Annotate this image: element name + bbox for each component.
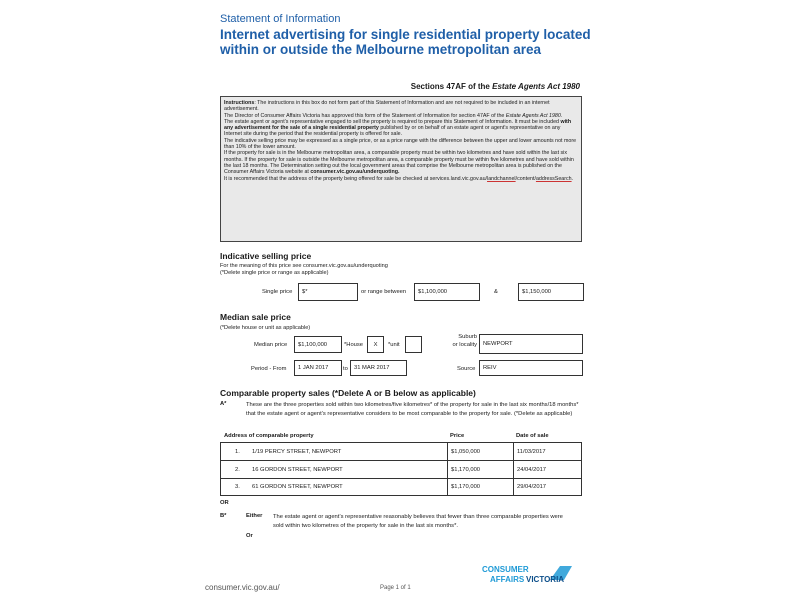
source-field[interactable]: REIV [479, 360, 583, 376]
instructions-p6-c: . [571, 175, 574, 182]
row-3-address: 61 GORDON STREET, NEWPORT [252, 484, 343, 490]
range-low-field[interactable]: $1,100,000 [414, 283, 480, 301]
comparable-heading: Comparable property sales (*Delete A or B below as applicable) [220, 388, 476, 398]
sections-reference [220, 82, 580, 91]
col-divider-2 [513, 443, 514, 495]
consumer-affairs-victoria-logo [480, 560, 580, 590]
or2-label: Or [246, 533, 253, 539]
instructions-p2-b: . [560, 112, 563, 119]
suburb-label-2: or locality [452, 342, 477, 348]
comparable-table [220, 442, 582, 496]
instructions-p3 [224, 119, 578, 138]
range-high-field[interactable]: $1,150,000 [518, 283, 584, 301]
single-price-field[interactable]: $* [298, 283, 358, 301]
period-to-label: to [343, 366, 348, 372]
col-address-header: Address of comparable property [224, 433, 314, 439]
range-amp: & [494, 289, 498, 295]
logo-line1: CONSUMER [482, 565, 529, 574]
document-title: Internet advertising for single residential property located within or outside the Melbourne metropolitan area [220, 27, 591, 57]
instructions-p5 [224, 150, 578, 175]
instructions-p6-b: /content/ [515, 175, 536, 182]
instructions-p6-a: It is recommended that the address of the property being offered for sale be checked at services.land.vic.gov.au/ [224, 175, 488, 182]
col-date-header: Date of sale [516, 433, 549, 439]
instructions-label: Instructions [224, 100, 255, 106]
suburb-label-1: Suburb [458, 334, 477, 340]
indicative-note-1: For the meaning of this price see consumer.vic.gov.au/underquoting [220, 263, 388, 269]
col-price-header: Price [450, 433, 465, 439]
sections-act: Estate Agents Act 1980 [492, 82, 580, 91]
instructions-p5-a: If the property for sale is in the Melbourne metropolitan area, a comparable property must be within two kilometres and have sold within the last six months. If the property for sale is outside the Melbourne metropolitan area, a comparable property must be within five kilometres and have sold within the last 18 months. The Determination setting out the local government areas that comprise the Melbourne metropolitan area is published on the Consumer Affairs Victoria website at [224, 150, 574, 176]
row-2-date: 24/04/2017 [517, 467, 547, 473]
either-label: Either [246, 513, 263, 519]
median-price-field[interactable]: $1,100,000 [294, 336, 342, 353]
suburb-field[interactable]: NEWPORT [479, 334, 583, 354]
source-label: Source [457, 366, 476, 372]
sections-prefix: Sections 47AF of the [410, 82, 493, 91]
house-checkbox[interactable]: X [367, 336, 384, 353]
row-2-price: $1,170,000 [451, 467, 481, 473]
instructions-p1-text: : The instructions in this box do not form part of this Statement of Information and are not required to be included in an internet advertisement. [224, 100, 550, 113]
unit-label: *unit [388, 342, 400, 348]
instructions-p3-a: The estate agent or agent’s representative engaged to sell the property is required to prepare this Statement of Information. It must be included [224, 118, 561, 125]
or-label: OR [220, 500, 229, 506]
instructions-p6 [224, 176, 578, 182]
row-divider-1 [221, 460, 581, 461]
instructions-p2-act: Estate Agents Act 1980 [505, 112, 561, 119]
option-a-label: A* [220, 401, 227, 407]
footer-url: consumer.vic.gov.au/ [205, 583, 280, 592]
period-from-label: Period - From [251, 366, 287, 372]
house-label: *House [344, 342, 364, 348]
row-3-num: 3. [235, 484, 240, 490]
median-heading: Median sale price [220, 312, 291, 322]
instructions-p1 [224, 100, 578, 113]
period-from-field[interactable]: 1 JAN 2017 [294, 360, 342, 376]
row-3-price: $1,170,000 [451, 484, 481, 490]
row-divider-2 [221, 478, 581, 479]
document-subtitle: Statement of Information [220, 13, 341, 25]
underquoting-link[interactable]: consumer.vic.gov.au/underquoting. [310, 169, 400, 176]
row-1-address: 1/19 PERCY STREET, NEWPORT [252, 449, 342, 455]
period-to-field[interactable]: 31 MAR 2017 [350, 360, 407, 376]
instructions-box [220, 96, 582, 242]
instructions-p2-a: The Director of Consumer Affairs Victoria has approved this form of the Statement of Information for section 47AF of the [224, 112, 506, 119]
col-divider-1 [447, 443, 448, 495]
median-price-label: Median price [254, 342, 288, 348]
option-b-text: The estate agent or agent’s representative reasonably believes that fewer than three comparable properties were sold within two kilometres of the property for sale in the last six months*. [273, 514, 563, 529]
indicative-note-2: (*Delete single price or range as applicable) [220, 270, 329, 276]
row-2-address: 16 GORDON STREET, NEWPORT [252, 467, 343, 473]
option-a-text: These are the three properties sold within two kilometres/five kilometres* of the property for sale in the last six months/18 months* that the estate agent or agent’s representative considers to be most comparable to the property for sale. (*Delete as applicable) [246, 402, 579, 417]
instructions-p6-u2: addressSearch [535, 175, 572, 182]
row-1-price: $1,050,000 [451, 449, 481, 455]
instructions-p6-u1: landchannel [487, 175, 516, 182]
logo-line2-a: AFFAIRS [490, 575, 525, 584]
unit-checkbox[interactable] [405, 336, 422, 353]
logo-line2-b: VICTORIA [526, 575, 565, 584]
row-3-date: 29/04/2017 [517, 484, 547, 490]
single-price-label: Single price [262, 289, 293, 295]
median-note: (*Delete house or unit as applicable) [220, 325, 311, 331]
instructions-p3-b: published by or on behalf of an estate agent or agent’s representative on any Internet site during the period that the residential property is offered for sale. [224, 125, 561, 138]
row-2-num: 2. [235, 467, 240, 473]
instructions-p3-bold: with any advertisement for the sale of a single residential property [224, 118, 572, 132]
indicative-heading: Indicative selling price [220, 251, 312, 261]
row-1-num: 1. [235, 449, 240, 455]
option-b-label: B* [220, 513, 227, 519]
footer-page-number: Page 1 of 1 [380, 585, 411, 591]
instructions-p4: The indicative selling price may be expressed as a single price, or as a price range with the difference between the upper and lower amounts not more than 10% of the lower amount. [224, 137, 577, 151]
row-1-date: 11/03/2017 [517, 449, 546, 455]
range-label: or range between [361, 289, 407, 295]
